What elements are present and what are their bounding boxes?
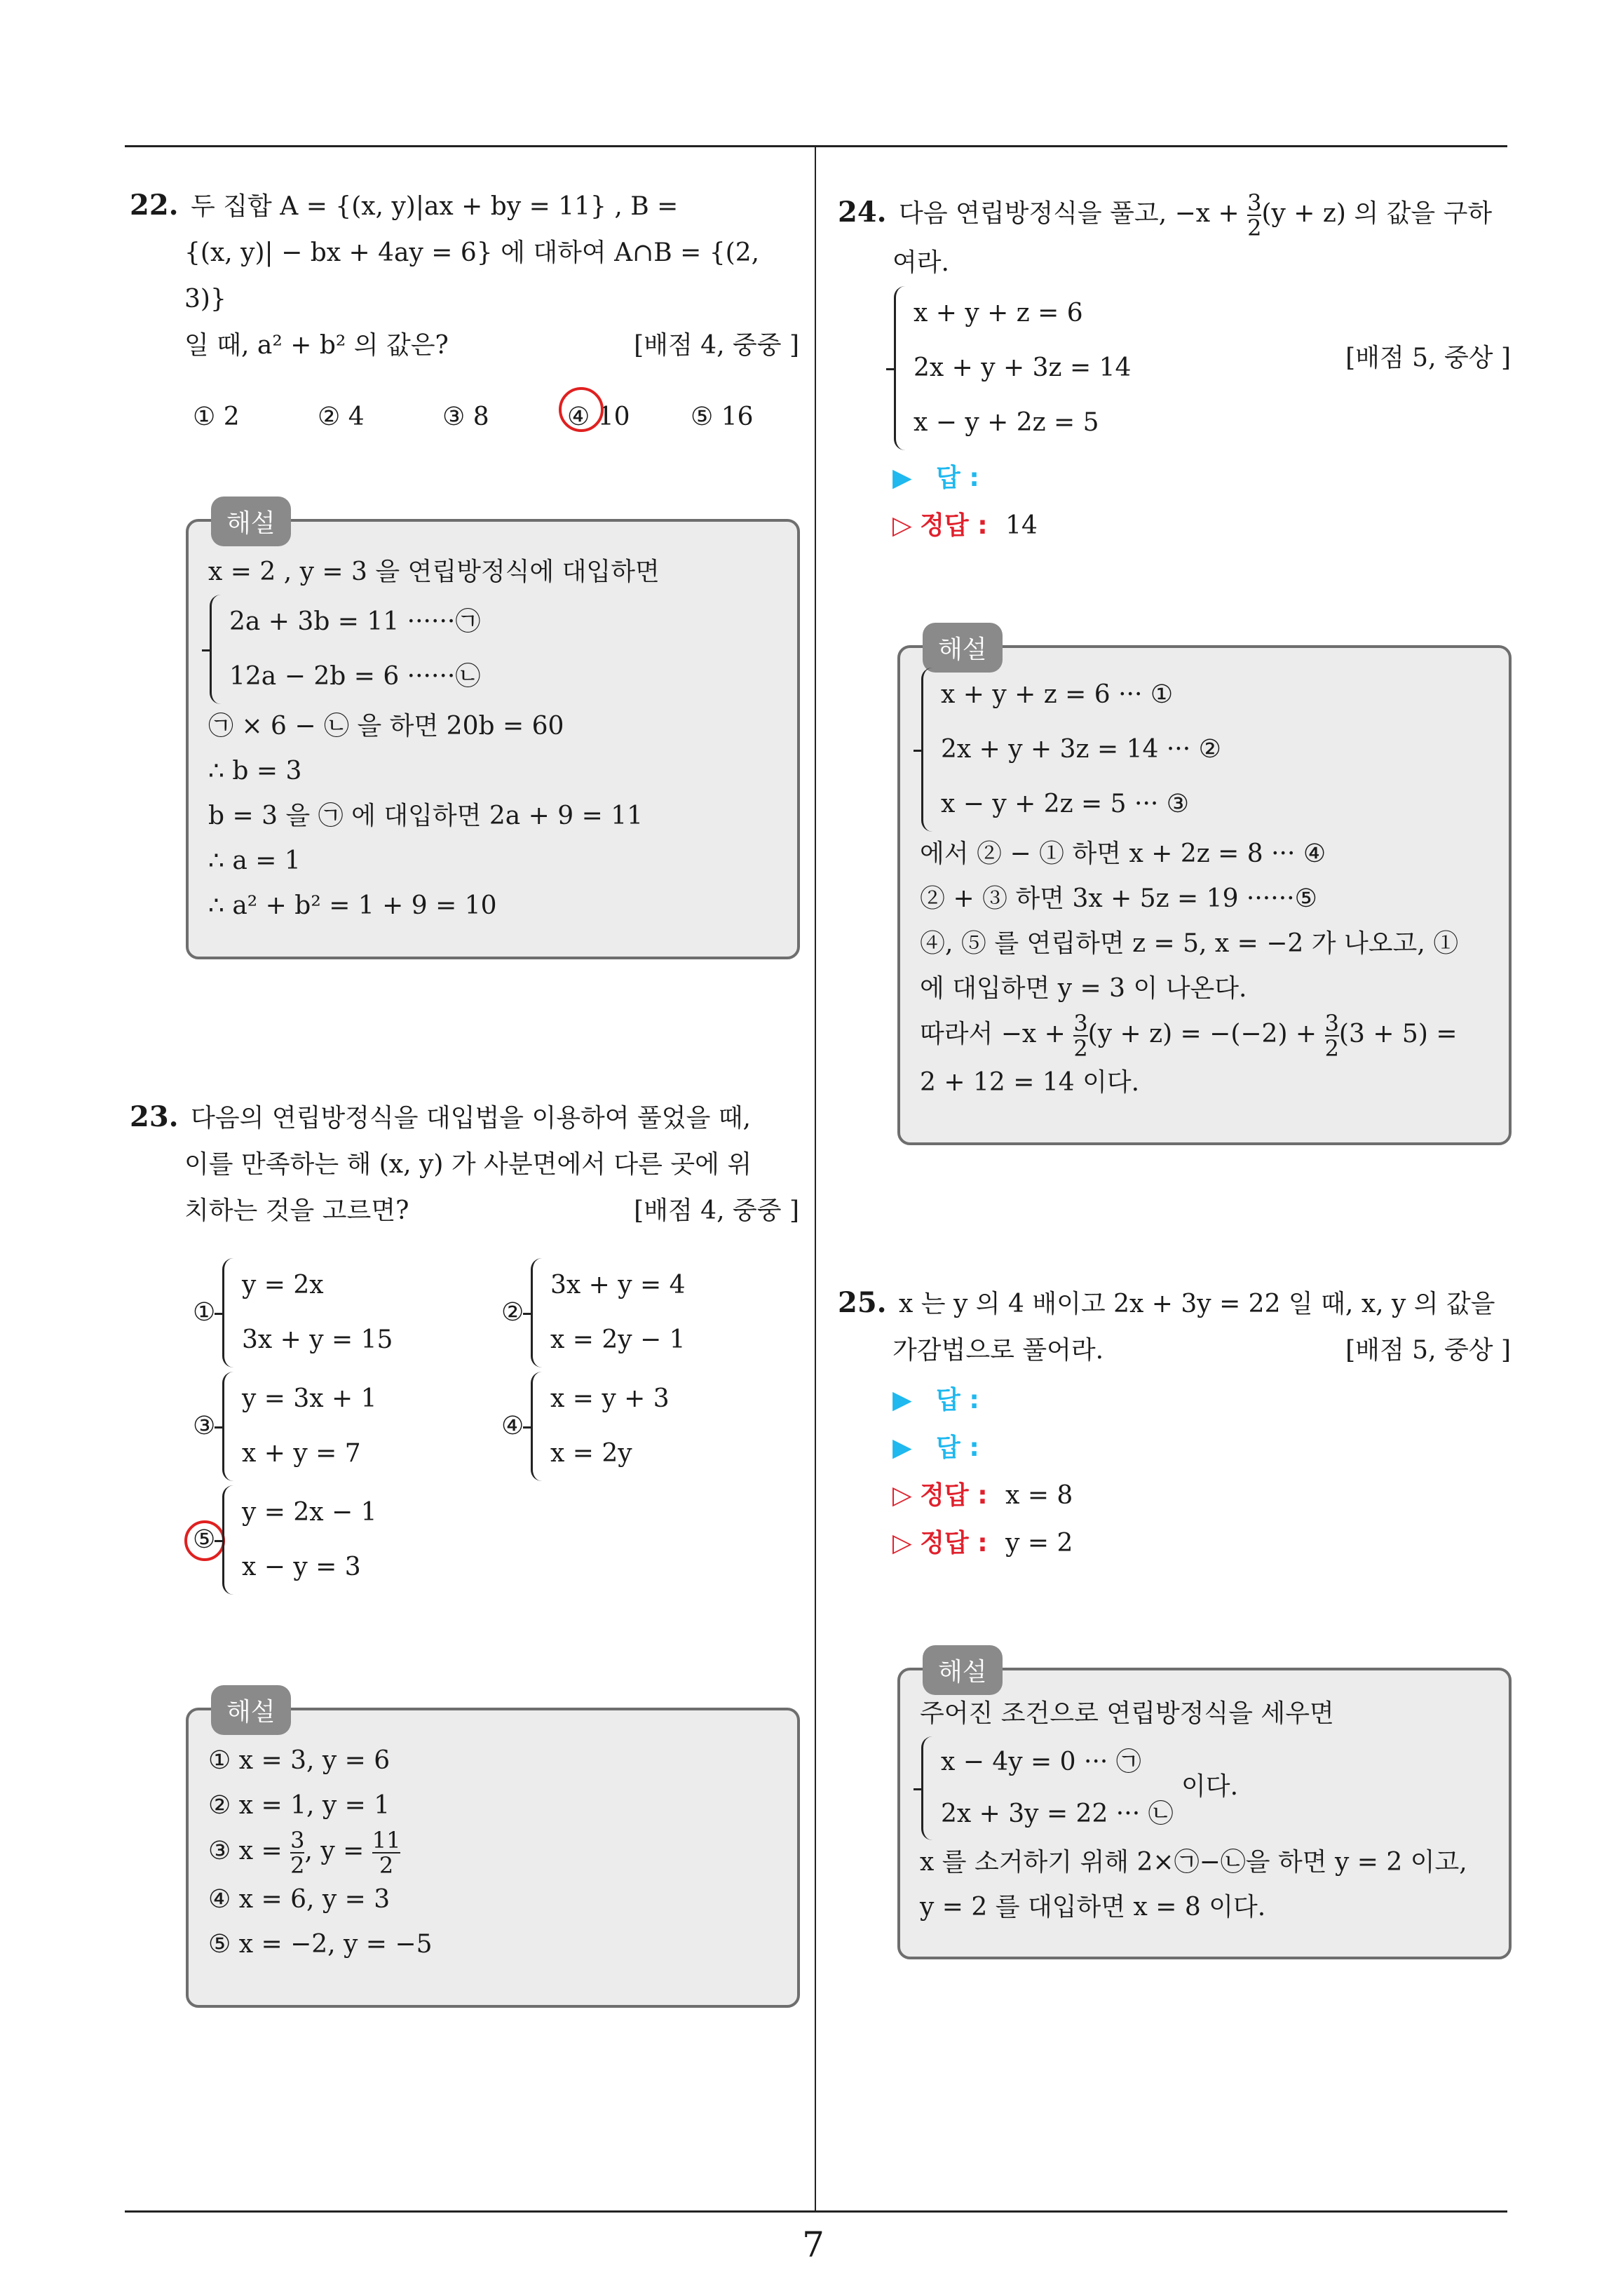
equation: 2x + 3y = 22 ··· ㉡ <box>941 1799 1174 1828</box>
fraction: $\frac{3}{2}$ <box>1073 1010 1088 1062</box>
equation: y = 2x − 1 <box>242 1498 377 1527</box>
answer-choices <box>130 394 799 450</box>
solution-line: x = 2 , y = 3 을 연립방정식에 대입하면 <box>208 558 660 586</box>
question-text-line: x 는 y 의 4 배이고 2x + 3y = 22 일 때, x, y 의 값을 <box>899 1290 1495 1318</box>
top-rule <box>125 145 1507 147</box>
equation: 3x + y = 15 <box>242 1325 393 1354</box>
correct-label: 정답 : <box>920 1529 988 1558</box>
correct-answer <box>892 1472 1511 1520</box>
choice-2[interactable]: ② 4 <box>318 403 365 431</box>
solution-title: 해설 <box>923 1645 1003 1695</box>
choice-number: ② <box>501 1298 524 1327</box>
score-meta: [배점 5, 중상 ] <box>1345 344 1511 372</box>
choice-4[interactable] <box>501 1372 670 1481</box>
equation: x = 2y − 1 <box>550 1325 686 1354</box>
correct-value: 14 <box>1005 511 1038 540</box>
solution-line: ⑤ x = −2, y = −5 <box>208 1930 433 1959</box>
solution-line: ① x = 3, y = 6 <box>208 1746 391 1775</box>
solution-line: 주어진 조건으로 연립방정식을 세우면 <box>920 1699 1334 1728</box>
question-text: (y + z) 의 값을 구하 <box>1261 199 1493 228</box>
solution-title: 해설 <box>211 497 291 546</box>
solution-line: ② x = 1, y = 1 <box>208 1791 391 1820</box>
solution-line: 2 + 12 = 14 이다. <box>920 1068 1140 1097</box>
score-meta: [배점 5, 중상 ] <box>1345 1336 1511 1365</box>
question-text: 다음 연립방정식을 풀고, −x + <box>899 199 1240 228</box>
question-text-line: 일 때, a² + b² 의 값은? <box>184 331 449 360</box>
solution-line: ④ x = 6, y = 3 <box>208 1885 391 1914</box>
choice-1[interactable]: ① 2 <box>193 403 240 431</box>
answer-field[interactable] <box>892 454 1511 502</box>
question-number: 24. <box>838 196 887 229</box>
solution-line: ∴ a = 1 <box>208 846 301 875</box>
score-meta: [배점 4, 중중 ] <box>634 1196 799 1225</box>
equation: 3x + y = 4 <box>550 1271 686 1299</box>
question-text-line: 두 집합 A = {(x, y)|ax + by = 11} , B = <box>191 192 679 221</box>
correct-answer <box>892 1520 1511 1567</box>
choice-number: ⑤ <box>193 1525 216 1554</box>
bottom-rule <box>125 2210 1507 2213</box>
correct-answer <box>892 502 1511 550</box>
solution-line: b = 3 을 ㉠ 에 대입하면 2a + 9 = 11 <box>208 802 644 830</box>
brace-icon <box>531 1372 545 1481</box>
equation: y = 3x + 1 <box>242 1384 377 1413</box>
equation: 2a + 3b = 11 ······㉠ <box>229 607 481 636</box>
score-meta: [배점 4, 중중 ] <box>634 331 799 360</box>
question-number: 23. <box>130 1100 179 1133</box>
solution-box-25 <box>897 1658 1512 1959</box>
solution-line: ② + ③ 하면 3x + 5z = 19 ······⑤ <box>920 884 1317 913</box>
filled-triangle-icon: ▶ <box>892 1386 912 1414</box>
question-text-line: {(x, y)| − bx + 4ay = 6} 에 대하여 A∩B = {(2, 3)} <box>184 238 760 313</box>
brace-icon <box>921 668 936 832</box>
correct-value: y = 2 <box>1005 1529 1073 1558</box>
equation-system <box>920 668 1221 832</box>
solution-line: ㉠ × 6 − ㉡ 을 하면 20b = 60 <box>208 712 564 741</box>
answer-field[interactable] <box>892 1377 1511 1424</box>
choice-4[interactable]: ④ 10 <box>567 403 630 431</box>
solution-line: ∴ a² + b² = 1 + 9 = 10 <box>208 891 497 920</box>
equation: y = 2x <box>242 1271 324 1299</box>
equation: x − y + 2z = 5 <box>914 408 1099 437</box>
answer-choices <box>130 1258 799 1609</box>
equation: x − y + 2z = 5 ··· ③ <box>941 790 1190 818</box>
solution-line: 에서 ② − ① 하면 x + 2z = 8 ··· ④ <box>920 839 1326 868</box>
equation: x + y + z = 6 <box>914 299 1083 327</box>
equation: 2x + y + 3z = 14 ··· ② <box>941 735 1221 764</box>
solution-line: x 를 소거하기 위해 2×㉠−㉡을 하면 y = 2 이고, <box>920 1848 1467 1877</box>
solution-line: 에 대입하면 y = 3 이 나온다. <box>920 974 1247 1003</box>
equation-system <box>208 595 480 704</box>
column-divider <box>815 145 816 2210</box>
question-text-line: 가감법으로 풀어라. <box>892 1336 1104 1365</box>
solution-text: 이다. <box>1181 1772 1239 1801</box>
solution-line: 따라서 −x + $\frac{3}{2}$ (y + z) = −(−2) + $\frac{3}{2}$ (3 + 5) = <box>920 1010 1458 1062</box>
solution-box-24 <box>897 635 1512 1145</box>
question-number: 22. <box>130 189 179 222</box>
solution-line: y = 2 를 대입하면 x = 8 이다. <box>920 1893 1266 1922</box>
open-triangle-icon: ▷ <box>892 1529 912 1558</box>
choice-number: ③ <box>193 1412 216 1440</box>
choice-5[interactable] <box>193 1485 377 1595</box>
choice-1[interactable] <box>193 1258 393 1368</box>
brace-icon <box>921 1736 936 1840</box>
choice-number: ① <box>193 1298 216 1327</box>
question-23 <box>130 1094 799 1609</box>
filled-triangle-icon: ▶ <box>892 464 912 492</box>
correct-label: 정답 : <box>920 1481 988 1510</box>
choice-number: ④ <box>501 1412 524 1440</box>
answer-label: 답 : <box>936 1433 979 1462</box>
solution-box-23 <box>186 1698 800 2008</box>
filled-triangle-icon: ▶ <box>892 1433 912 1462</box>
open-triangle-icon: ▷ <box>892 511 912 540</box>
solution-line: ④, ⑤ 를 연립하면 z = 5, x = −2 가 나오고, ① <box>920 929 1459 958</box>
question-text-line: 이를 만족하는 해 (x, y) 가 사분면에서 다른 곳에 위 <box>184 1150 752 1179</box>
page-number: 7 <box>802 2224 824 2265</box>
question-number: 25. <box>838 1286 887 1319</box>
solution-title: 해설 <box>211 1685 291 1735</box>
fraction: $\frac{11}{2}$ <box>372 1827 401 1879</box>
brace-icon <box>210 595 224 704</box>
solution-box-22 <box>186 509 800 959</box>
fraction: $\frac{3}{2}$ <box>290 1827 305 1879</box>
choice-3[interactable] <box>193 1372 377 1481</box>
answer-label: 답 : <box>936 464 979 492</box>
equation: 2x + y + 3z = 14 <box>914 353 1132 382</box>
fraction: $\frac{3}{2}$ <box>1324 1010 1339 1062</box>
question-text-line: 다음의 연립방정식을 대입법을 이용하여 풀었을 때, <box>191 1104 752 1133</box>
brace-icon <box>894 286 909 450</box>
solution-title: 해설 <box>923 623 1003 673</box>
answer-label: 답 : <box>936 1386 979 1414</box>
choice-3[interactable]: ③ 8 <box>442 403 489 431</box>
answer-field[interactable] <box>892 1424 1511 1472</box>
solution-line: ③ x = $\frac{3}{2}$ , y = $\frac{11}{2}$ <box>208 1827 401 1879</box>
equation: x − y = 3 <box>242 1553 361 1581</box>
question-text-line: 치하는 것을 고르면? <box>184 1196 409 1225</box>
brace-icon <box>222 1372 237 1481</box>
equation: x − 4y = 0 ··· ㉠ <box>941 1748 1141 1776</box>
equation: x + y = 7 <box>242 1439 361 1468</box>
question-25 <box>838 1280 1511 1567</box>
question-22 <box>130 182 799 450</box>
fraction: $\frac{3}{2}$ <box>1247 189 1262 241</box>
equation: 12a − 2b = 6 ······㉡ <box>229 662 481 691</box>
correct-value: x = 8 <box>1005 1481 1073 1510</box>
correct-label: 정답 : <box>920 511 988 540</box>
equation-system <box>892 286 1131 450</box>
brace-icon <box>531 1258 545 1368</box>
equation: x = y + 3 <box>550 1384 670 1413</box>
equation: x = 2y <box>550 1439 632 1468</box>
equation-system <box>920 1736 1174 1840</box>
selected-mark-icon <box>559 387 604 432</box>
brace-icon <box>222 1485 237 1595</box>
choice-2[interactable] <box>501 1258 686 1368</box>
equation: x + y + z = 6 ··· ① <box>941 680 1174 709</box>
open-triangle-icon: ▷ <box>892 1481 912 1510</box>
question-24 <box>838 189 1511 550</box>
solution-line: ∴ b = 3 <box>208 757 302 785</box>
choice-5[interactable]: ⑤ 16 <box>691 403 754 431</box>
question-text-line: 여라. <box>892 248 949 277</box>
brace-icon <box>222 1258 237 1368</box>
